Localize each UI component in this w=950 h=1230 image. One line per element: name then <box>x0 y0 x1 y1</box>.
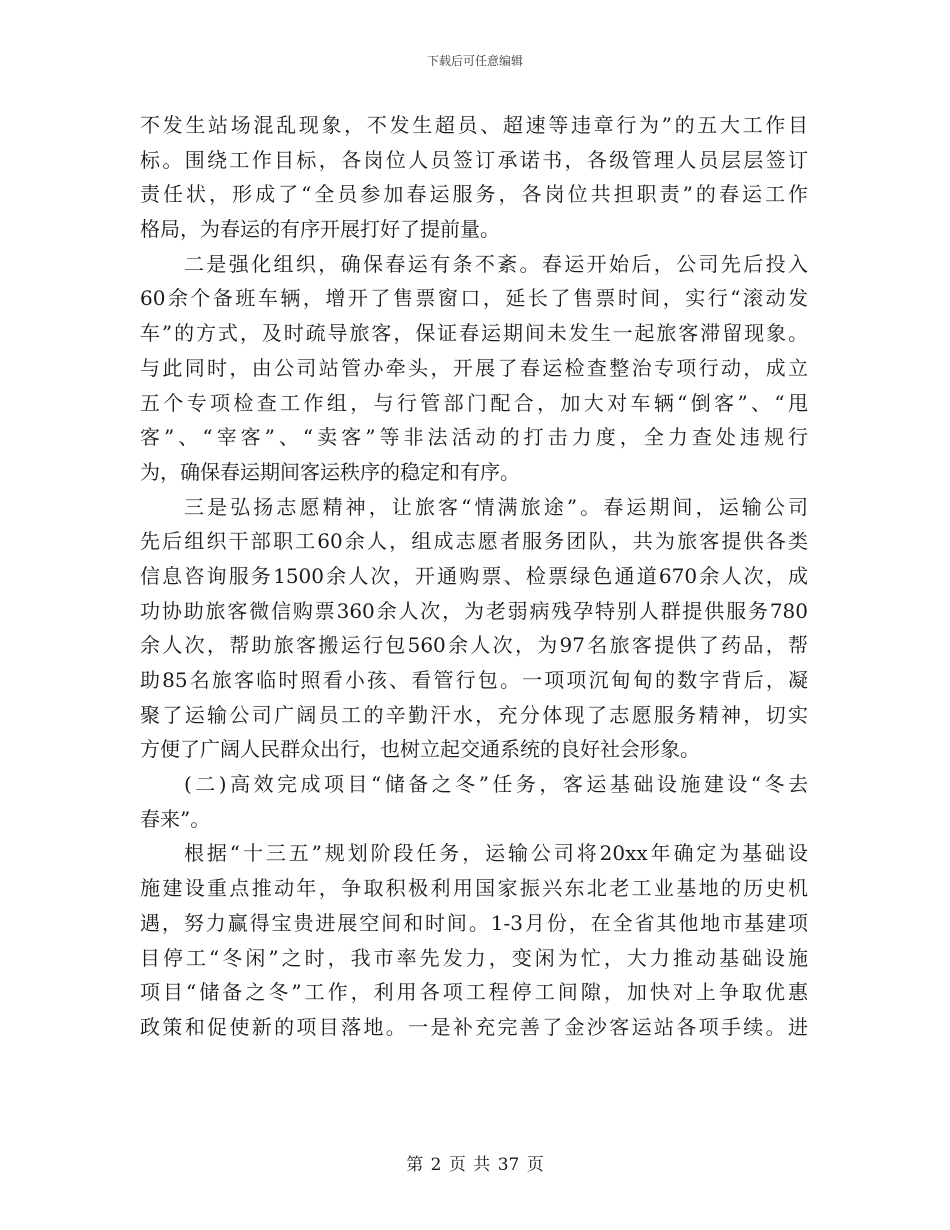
text-line: 方便了广阔人民群众出行，也树立起交通系统的良好社会形象。 <box>140 737 700 762</box>
text-line: 助85名旅客临时照看小孩、看管行包。一项项沉甸甸的数字背后，凝 <box>140 668 808 692</box>
text-line: 聚了运输公司广阔员工的辛勤汗水，充分体现了志愿服务精神，切实 <box>140 702 808 727</box>
text-line: 遇，努力赢得宝贵进展空间和时间。1-3月份，在全省其他地市基建项 <box>140 910 808 935</box>
text-line: 项目“储备之冬”工作，利用各项工程停工间隙，加快对上争取优惠 <box>140 980 808 1005</box>
text-line: 根据“十三五”规划阶段任务，运输公司将20xx年确定为基础设 <box>184 841 808 866</box>
text-line: 施建设重点推动年，争取积极利用国家振兴东北老工业基地的历史机 <box>140 876 808 901</box>
text-line: 60余个备班车辆，增开了售票窗口，延长了售票时间，实行“滚动发 <box>140 286 808 311</box>
text-line: 格局，为春运的有序开展打好了提前量。 <box>140 217 500 242</box>
text-line: 余人次，帮助旅客搬运行包560余人次，为97名旅客提供了药品，帮 <box>140 633 808 658</box>
text-line: 与此同时，由公司站管办牵头，开展了春运检查整治专项行动，成立 <box>140 355 808 380</box>
text-line: 三是弘扬志愿精神，让旅客“情满旅途”。春运期间，运输公司 <box>184 494 808 519</box>
text-line: 责任状，形成了“全员参加春运服务，各岗位共担职责”的春运工作 <box>140 182 808 207</box>
text-line: 为，确保春运期间客运秩序的稳定和有序。 <box>140 459 520 484</box>
page-footer: 第 2 页 共 37 页 <box>406 1155 544 1175</box>
text-line: 车”的方式，及时疏导旅客，保证春运期间未发生一起旅客滞留现象。 <box>140 321 808 346</box>
text-line: 客”、“宰客”、“卖客”等非法活动的打击力度，全力查处违规行 <box>140 425 808 450</box>
text-line: 政策和促使新的项目落地。一是补充完善了金沙客运站各项手续。进 <box>140 1014 808 1039</box>
text-line: 先后组织干部职工60余人，组成志愿者服务团队，共为旅客提供各类 <box>140 529 808 554</box>
text-line: 信息咨询服务1500余人次，开通购票、检票绿色通道670余人次，成 <box>140 563 808 588</box>
document-body <box>140 108 808 1045</box>
page-header: 下载后可任意编辑 <box>426 54 523 68</box>
text-line: 二是强化组织，确保春运有条不紊。春运开始后，公司先后投入 <box>184 251 808 276</box>
text-line: 五个专项检查工作组，与行管部门配合，加大对车辆“倒客”、“甩 <box>140 390 808 415</box>
text-line: 标。围绕工作目标，各岗位人员签订承诺书，各级管理人员层层签订 <box>140 147 808 172</box>
text-line: 不发生站场混乱现象，不发生超员、超速等违章行为”的五大工作目 <box>140 113 808 137</box>
text-line: 春来”。 <box>140 806 211 831</box>
text-line: 目停工“冬闲”之时，我市率先发力，变闲为忙，大力推动基础设施 <box>140 945 808 970</box>
text-line: 功协助旅客微信购票360余人次，为老弱病残孕特别人群提供服务780 <box>140 598 808 623</box>
text-line: (二)高效完成项目“储备之冬”任务，客运基础设施建设“冬去 <box>184 772 808 797</box>
